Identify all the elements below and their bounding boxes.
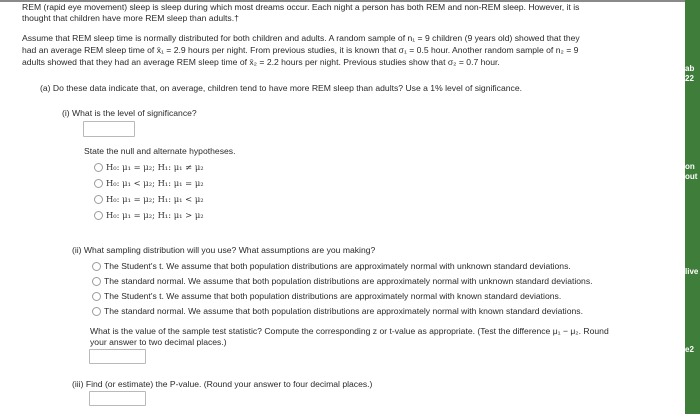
radio-button[interactable] xyxy=(92,277,101,286)
side-tag: e2 xyxy=(685,345,694,354)
side-tag: out xyxy=(685,172,698,181)
p-value-label: (iii) Find (or estimate) the P-value. (Round your answer to four decimal places.) xyxy=(72,379,373,389)
hypothesis-option-text: H₀: μ₁ = μ₂; H₁: μ₁ ≠ μ₂ xyxy=(106,162,204,172)
radio-button[interactable] xyxy=(94,179,103,188)
intro-line-1: REM (rapid eye movement) sleep is sleep during which most dreams occur. Each night a person has both REM and non-REM sleep. However, it is xyxy=(22,2,580,12)
intro-line-2: thought that children have more REM sleep than adults.† xyxy=(22,13,239,23)
radio-button[interactable] xyxy=(92,292,101,301)
side-tag: 22 xyxy=(685,74,694,83)
hypothesis-option-text: H₀: μ₁ = μ₂; H₁: μ₁ > μ₂ xyxy=(106,210,204,220)
background-window-strip xyxy=(685,0,700,414)
distribution-option-text: The Student's t. We assume that both population distributions are approximately normal with unknown standard deviations. xyxy=(104,261,571,271)
level-of-significance-label: (i) What is the level of significance? xyxy=(62,108,197,118)
radio-button[interactable] xyxy=(92,307,101,316)
hypothesis-option-text: H₀: μ₁ < μ₂; H₁: μ₁ = μ₂ xyxy=(106,178,204,188)
test-statistic-input[interactable] xyxy=(89,349,146,364)
test-statistic-question-line-1: What is the value of the sample test statistic? Compute the corresponding z or t-value as appropriate. (Test the difference μ₁ − μ₂. Round xyxy=(90,326,609,336)
distribution-option-text: The standard normal. We assume that both population distributions are approximately normal with known standard deviations. xyxy=(104,306,583,316)
side-tag: live xyxy=(685,267,699,276)
assume-line-3: adults showed that they had an average REM sleep time of x̄₂ = 2.2 hours per night. Previous studies show that σ₂ = 0.7 hour. xyxy=(22,57,500,67)
distribution-option-text: The Student's t. We assume that both population distributions are approximately normal with known standard deviations. xyxy=(104,291,562,301)
distribution-option-2[interactable] xyxy=(92,276,593,287)
radio-button[interactable] xyxy=(94,163,103,172)
side-tag: on xyxy=(685,162,695,171)
hypothesis-option-2[interactable] xyxy=(94,178,204,189)
sampling-distribution-label: (ii) What sampling distribution will you use? What assumptions are you making? xyxy=(72,245,376,255)
part-a-question: (a) Do these data indicate that, on average, children tend to have more REM sleep than adults? Use a 1% level of significance. xyxy=(40,83,523,93)
significance-input[interactable] xyxy=(83,121,135,137)
radio-button[interactable] xyxy=(94,195,103,204)
assume-line-2: had an average REM sleep time of x̄₁ = 2.9 hours per night. From previous studies, it is known that σ₁ = 0.5 hour. Another random sample of n₂ = 9 xyxy=(22,45,579,55)
hypothesis-option-1[interactable] xyxy=(94,162,204,173)
radio-button[interactable] xyxy=(94,211,103,220)
hypotheses-label: State the null and alternate hypotheses. xyxy=(84,146,236,156)
radio-button[interactable] xyxy=(92,262,101,271)
side-tag: ab xyxy=(685,64,695,73)
hypothesis-option-3[interactable] xyxy=(94,194,204,205)
distribution-option-3[interactable] xyxy=(92,291,561,302)
p-value-input[interactable] xyxy=(89,391,146,406)
distribution-option-4[interactable] xyxy=(92,306,583,317)
assume-line-1: Assume that REM sleep time is normally distributed for both children and adults. A random sample of n₁ = 9 children (9 years old) showed that they xyxy=(22,33,580,43)
hypothesis-option-4[interactable] xyxy=(94,210,204,221)
test-statistic-question-line-2: your answer to two decimal places.) xyxy=(90,337,227,347)
distribution-option-text: The standard normal. We assume that both population distributions are approximately normal with unknown standard deviations. xyxy=(104,276,593,286)
distribution-option-1[interactable] xyxy=(92,261,571,272)
hypothesis-option-text: H₀: μ₁ = μ₂; H₁: μ₁ < μ₂ xyxy=(106,194,204,204)
